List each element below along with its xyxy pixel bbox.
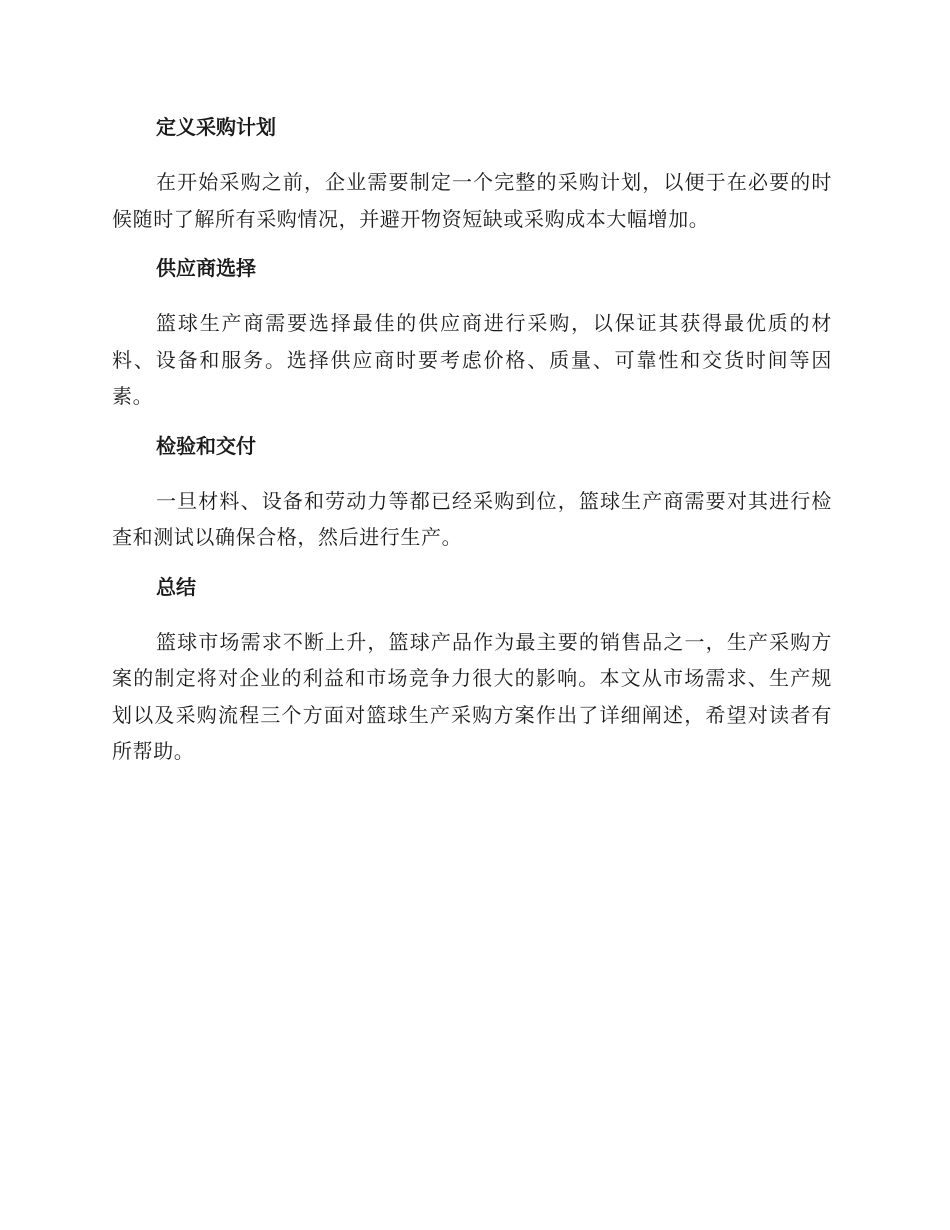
document-content xyxy=(112,110,832,784)
section-body-supplier-selection: 篮球生产商需要选择最佳的供应商进行采购，以保证其获得最优质的材料、设备和服务。选择供应商时要考虑价格、质量、可靠性和交货时间等因素。 xyxy=(112,311,832,408)
section-heading-summary: 总结 xyxy=(156,574,196,599)
section-body-inspection-delivery: 一旦材料、设备和劳动力等都已经采购到位，篮球生产商需要对其进行检查和测试以确保合格，然后进行生产。 xyxy=(112,488,832,549)
section-heading-procurement-plan: 定义采购计划 xyxy=(156,115,276,139)
section-body-procurement-plan: 在开始采购之前，企业需要制定一个完整的采购计划，以便于在必要的时候随时了解所有采购情况，并避开物资短缺或采购成本大幅增加。 xyxy=(112,170,832,231)
section-heading-supplier-selection: 供应商选择 xyxy=(156,256,256,280)
section-body-summary: 篮球市场需求不断上升，篮球产品作为最主要的销售品之一，生产采购方案的制定将对企业的利益和市场竞争力很大的影响。本文从市场需求、生产规划以及采购流程三个方面对篮球生产采购方案作出了详细阐述，希望对读者有所帮助。 xyxy=(112,629,832,763)
section-heading-inspection-delivery: 检验和交付 xyxy=(156,433,256,458)
